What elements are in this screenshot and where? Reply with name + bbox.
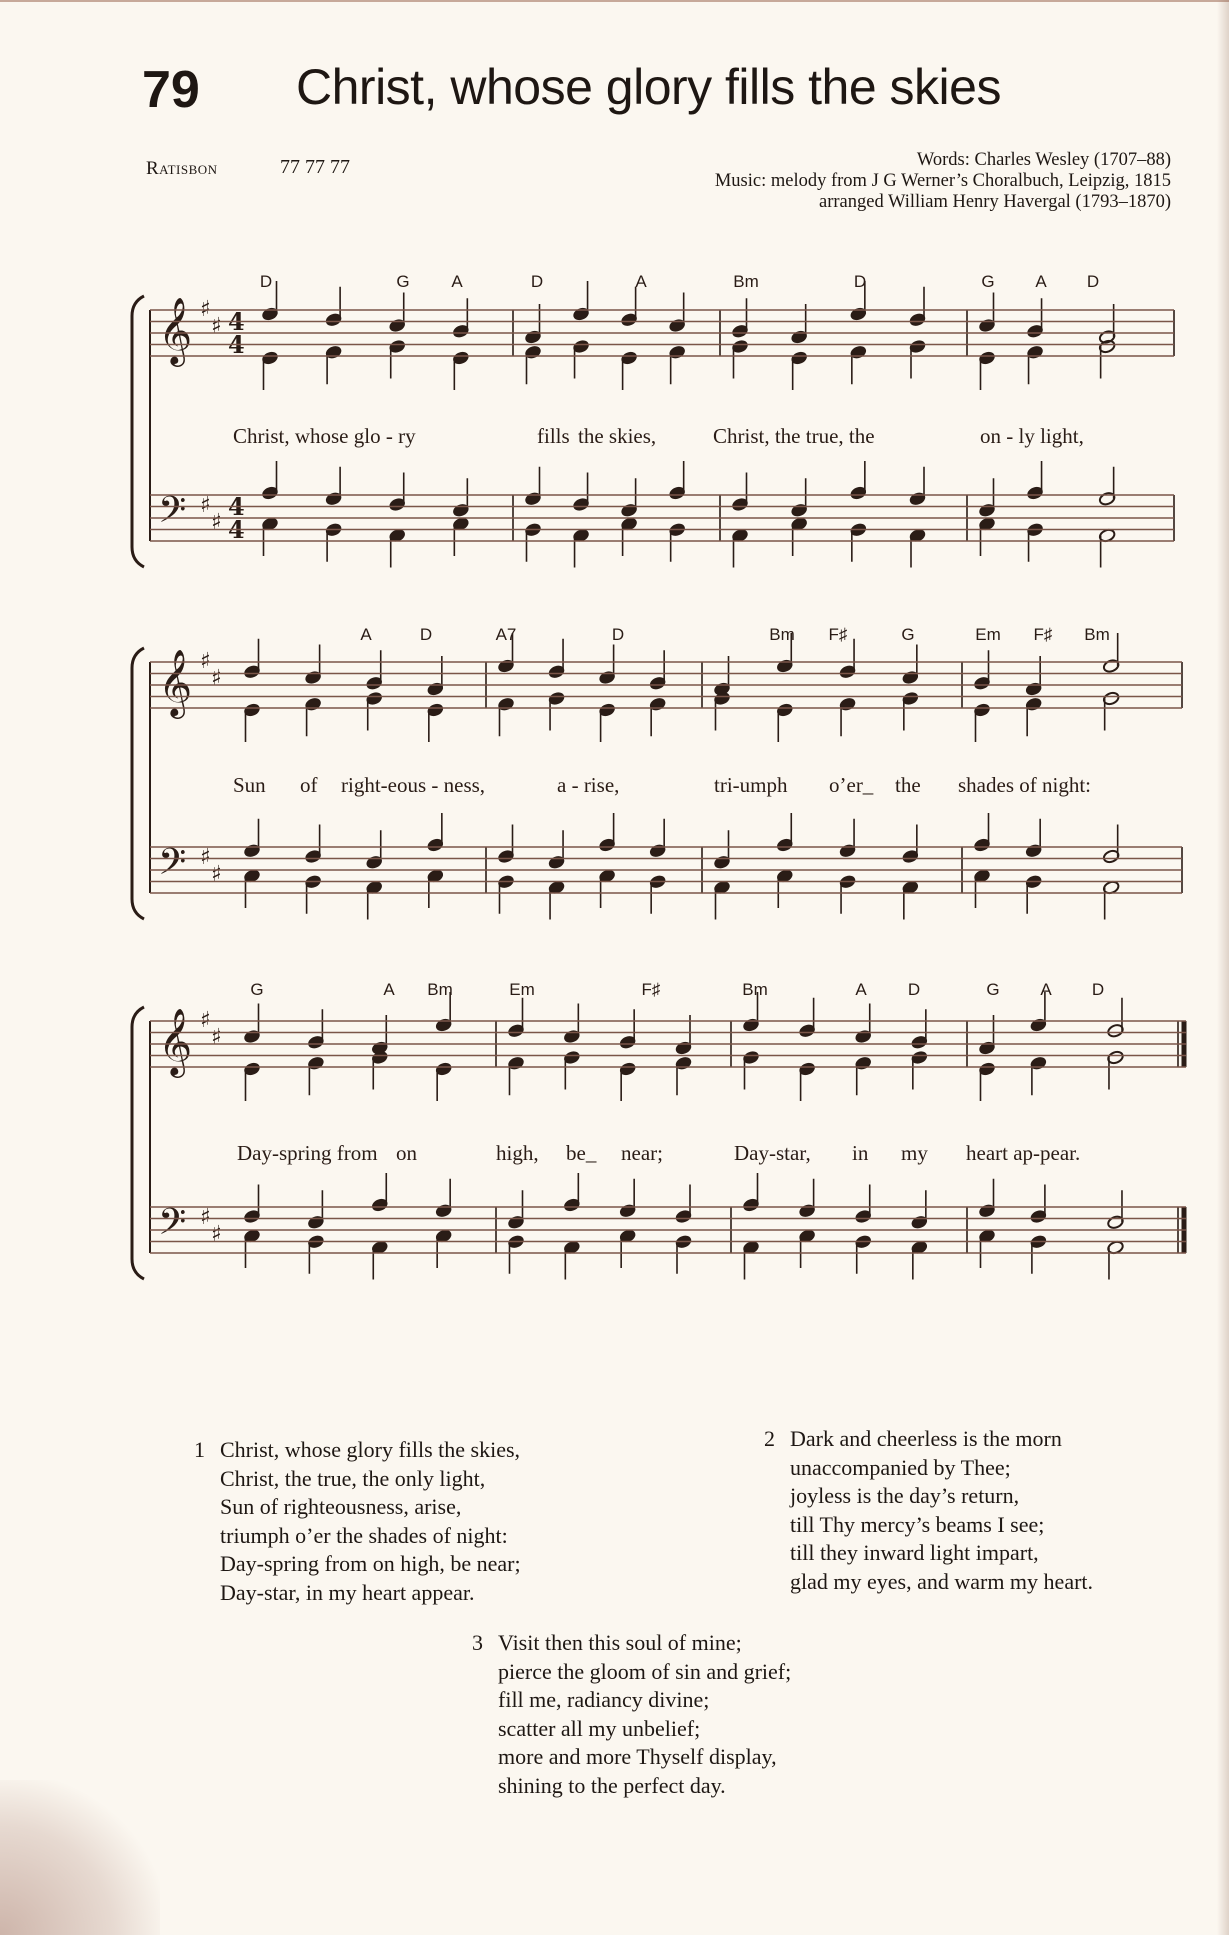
chord-symbol: A xyxy=(360,625,372,644)
music-system xyxy=(132,625,1182,920)
chord-symbol: G xyxy=(901,625,915,644)
chord-symbol: A xyxy=(635,272,647,291)
lyric-syllable: Sun xyxy=(233,773,266,797)
stanza-line: Day-spring from on high, be near; xyxy=(220,1551,521,1576)
chord-symbol: D xyxy=(853,272,867,291)
lyric-syllable: of xyxy=(300,773,318,797)
key-signature-sharp: ♯ xyxy=(211,1222,222,1247)
music-system xyxy=(132,272,1174,568)
key-signature-sharp: ♯ xyxy=(211,1025,222,1050)
stanza-line: fill me, radiancy divine; xyxy=(498,1687,710,1712)
stanza-line: till they inward light impart, xyxy=(790,1540,1039,1565)
chord-symbol: F♯ xyxy=(1033,625,1053,644)
chord-symbol: Bm xyxy=(1084,625,1110,644)
chord-symbol: G xyxy=(396,272,410,291)
treble-staff xyxy=(150,1021,1186,1067)
lyric-syllable: heart ap-pear. xyxy=(966,1141,1081,1165)
lyric-syllable: shades of night: xyxy=(958,773,1091,797)
stanza-number: 1 xyxy=(194,1437,205,1462)
chord-symbol: F♯ xyxy=(828,625,848,644)
chord-symbol: Bm xyxy=(742,980,768,999)
chord-symbol: D xyxy=(419,625,433,644)
key-signature-sharp: ♯ xyxy=(200,297,211,322)
key-signature-sharp: ♯ xyxy=(200,1008,211,1033)
chord-symbol: A xyxy=(1040,980,1052,999)
chord-symbol: A xyxy=(1035,272,1047,291)
system-bracket xyxy=(132,296,144,567)
key-signature-sharp: ♯ xyxy=(211,666,222,691)
stanza-line: shining to the perfect day. xyxy=(498,1772,726,1798)
stanza-line: scatter all my unbelief; xyxy=(498,1715,701,1741)
treble-staff xyxy=(150,662,1182,708)
key-signature-sharp: ♯ xyxy=(211,510,222,535)
stanza-3 xyxy=(472,1629,792,1800)
stanza-line: Day-star, in my heart appear. xyxy=(220,1579,475,1605)
chord-symbol: Bm xyxy=(733,272,759,291)
lyric-syllable: Day-spring from xyxy=(237,1141,378,1165)
tune-name: Ratisbon xyxy=(146,158,218,179)
stanza-line: joyless is the day’s return, xyxy=(790,1483,1020,1508)
system-bracket xyxy=(132,648,144,919)
lyric-syllable: on - ly light, xyxy=(980,424,1084,448)
lyric-syllable: be_ xyxy=(566,1141,597,1165)
stanza-line: Christ, whose glory fills the skies, xyxy=(220,1437,521,1462)
time-signature-digit: 4 xyxy=(228,515,245,544)
lyric-syllable: Christ, whose glo - ry xyxy=(233,424,416,448)
treble-staff xyxy=(150,310,1174,356)
chord-symbol: Em xyxy=(975,625,1001,644)
chord-symbol: A7 xyxy=(495,625,517,644)
stanza-number: 3 xyxy=(472,1630,483,1655)
stanza-line: pierce the gloom of sin and grief; xyxy=(498,1658,792,1684)
chord-symbol: A xyxy=(451,272,463,291)
stanza-line: Dark and cheerless is the morn xyxy=(790,1426,1062,1451)
stanza-number: 2 xyxy=(764,1426,775,1451)
lyric-syllable: fills xyxy=(537,424,570,448)
stanza-line: triumph o’er the shades of night: xyxy=(220,1522,508,1548)
stanza-line: unaccompanied by Thee; xyxy=(790,1454,1011,1480)
bass-clef: 𝄢 xyxy=(158,489,187,540)
lyric-syllable: tri-umph xyxy=(714,773,788,797)
stanza-line: till Thy mercy’s beams I see; xyxy=(790,1511,1045,1537)
hymn-title: Christ, whose glory fills the skies xyxy=(296,59,1001,115)
lyric-syllable: Day-star, xyxy=(734,1141,811,1165)
chord-symbol: G xyxy=(986,980,1000,999)
lyric-syllable: Christ, the true, the xyxy=(713,424,875,448)
stanza-line: glad my eyes, and warm my heart. xyxy=(790,1568,1094,1594)
lyric-syllable: my xyxy=(901,1141,928,1165)
paper-stain xyxy=(0,1780,160,1935)
key-signature-sharp: ♯ xyxy=(211,862,222,887)
hymn-number: 79 xyxy=(142,61,200,119)
music-system xyxy=(132,980,1184,1280)
time-signature-digit: 4 xyxy=(228,330,245,359)
chord-symbol: D xyxy=(611,625,625,644)
words-credit: Words: Charles Wesley (1707–88) xyxy=(916,150,1171,170)
treble-clef: 𝄞 xyxy=(158,296,193,364)
bass-clef: 𝄢 xyxy=(158,1201,187,1252)
key-signature-sharp: ♯ xyxy=(200,649,211,674)
chord-symbol: Bm xyxy=(427,980,453,999)
system-bracket xyxy=(132,1007,144,1279)
lyric-syllable: the xyxy=(895,773,921,797)
key-signature-sharp: ♯ xyxy=(200,1205,211,1230)
lyric-syllable: right-eous - ness, xyxy=(341,773,486,797)
time-signature-digit: 4 xyxy=(228,492,245,521)
chord-symbol: G xyxy=(250,980,264,999)
stanza-line: more and more Thyself display, xyxy=(498,1744,777,1769)
bass-staff xyxy=(150,495,1174,541)
treble-clef: 𝄞 xyxy=(158,648,193,716)
chord-symbol: D xyxy=(530,272,544,291)
treble-clef: 𝄞 xyxy=(158,1007,193,1075)
lyric-syllable: a - rise, xyxy=(557,773,620,797)
stanza-2 xyxy=(764,1425,1094,1596)
chord-symbol: A xyxy=(855,980,867,999)
lyric-syllable: o’er_ xyxy=(829,773,874,797)
stanza-1 xyxy=(194,1436,521,1607)
metre: 77 77 77 xyxy=(280,156,350,178)
music-credit: Music: melody from J G Werner’s Choralbuch, Leipzig, 1815 xyxy=(714,171,1171,191)
bass-clef: 𝄢 xyxy=(158,841,187,892)
key-signature-sharp: ♯ xyxy=(200,845,211,870)
stanza-line: Visit then this soul of mine; xyxy=(498,1630,742,1655)
arranger-credit: arranged William Henry Havergal (1793–1870) xyxy=(818,192,1171,212)
lyric-syllable: in xyxy=(852,1141,869,1165)
stanza-line: Christ, the true, the only light, xyxy=(220,1465,486,1491)
lyric-syllable: high, xyxy=(496,1141,539,1165)
bass-staff xyxy=(150,1207,1186,1253)
chord-symbol: D xyxy=(907,980,921,999)
chord-symbol: A xyxy=(383,980,395,999)
stanza-line: Sun of righteousness, arise, xyxy=(220,1494,462,1519)
key-signature-sharp: ♯ xyxy=(211,314,222,339)
lyric-syllable: the skies, xyxy=(578,424,657,448)
chord-symbol: G xyxy=(981,272,995,291)
chord-symbol: D xyxy=(1091,980,1105,999)
key-signature-sharp: ♯ xyxy=(200,493,211,518)
chord-symbol: F♯ xyxy=(641,980,661,999)
chord-symbol: D xyxy=(259,272,273,291)
lyric-syllable: on xyxy=(396,1141,417,1165)
chord-symbol: Em xyxy=(509,980,535,999)
chord-symbol: Bm xyxy=(769,625,795,644)
lyric-syllable: near; xyxy=(621,1141,663,1165)
time-signature-digit: 4 xyxy=(228,307,245,336)
chord-symbol: D xyxy=(1086,272,1100,291)
